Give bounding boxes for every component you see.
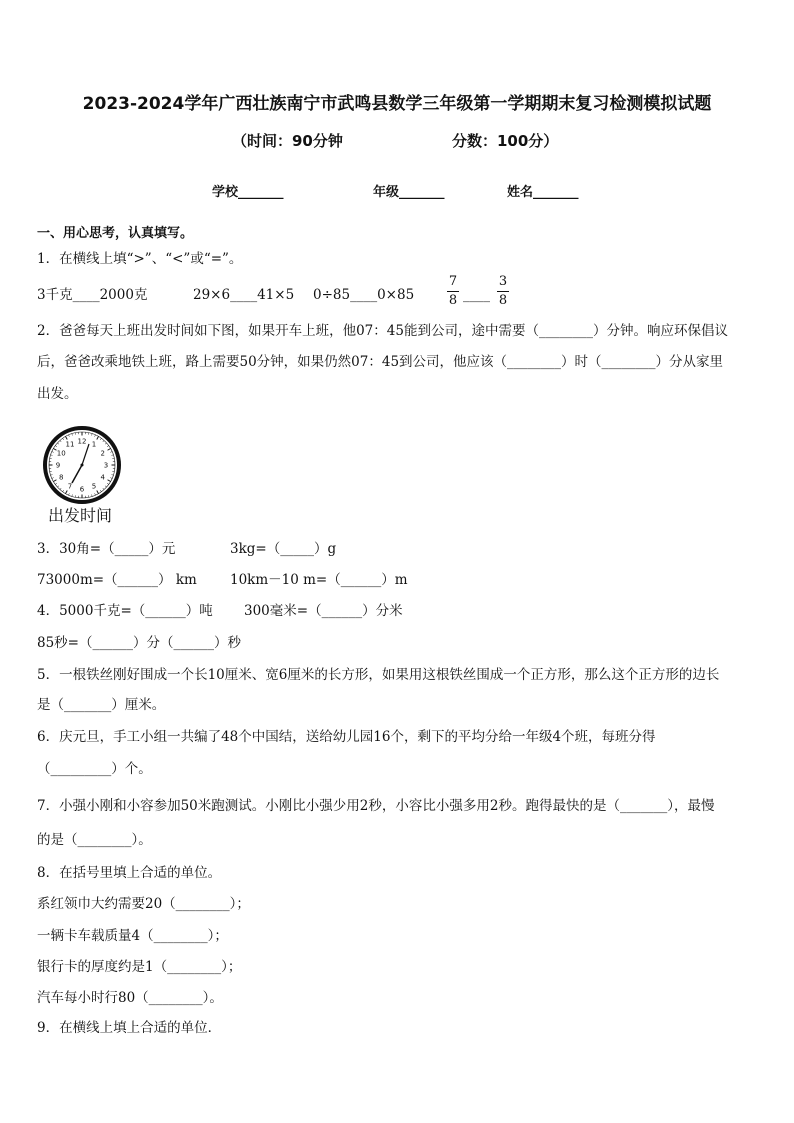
clock-icon xyxy=(42,425,122,505)
clock-numeral: 7 xyxy=(67,482,73,491)
q1-item-a[interactable]: 3千克____2000克 xyxy=(37,287,148,303)
q9-text: 9．在横线上填上合适的单位． xyxy=(37,1020,222,1036)
q5-line1: 5．一根铁丝刚好围成一个长10厘米、宽6厘米的长方形，如果用这根铁丝围成一个正方形，那么这个正方形的边长 xyxy=(37,667,720,683)
q1-item-c[interactable]: 0÷85____0×85 xyxy=(313,287,415,303)
clock-numeral: 5 xyxy=(91,482,97,491)
q5-line2[interactable]: 是（_______）厘米。 xyxy=(37,697,166,713)
clock-numeral: 8 xyxy=(58,473,64,482)
clock-numeral: 3 xyxy=(103,461,109,470)
q1-text: 1．在横线上填“>”、“<”或“=”。 xyxy=(37,251,243,267)
clock-numeral: 4 xyxy=(100,473,106,482)
clock-numeral: 2 xyxy=(100,449,106,458)
fraction-denominator: 8 xyxy=(498,293,508,308)
clock-caption: 出发时间 xyxy=(48,506,113,525)
exam-title: 2023-2024学年广西壮族南宁市武鸣县数学三年级第一学期期末复习检测模拟试题 xyxy=(82,94,712,114)
q4-line2[interactable]: 85秒=（______）分（______）秒 xyxy=(37,635,241,651)
q4-line1b[interactable]: 300毫米=（______）分米 xyxy=(244,603,403,619)
fraction-numerator: 7 xyxy=(448,274,458,289)
q6-line2[interactable]: （_________）个。 xyxy=(37,761,152,777)
fraction-numerator: 3 xyxy=(498,274,508,289)
q3-line2b[interactable]: 10km－10 m=（______）m xyxy=(230,572,408,588)
clock-numeral: 11 xyxy=(65,440,75,449)
q8-text: 8．在括号里填上合适的单位。 xyxy=(37,865,222,881)
q3-line1a[interactable]: 3．30角=（_____）元 xyxy=(37,541,176,557)
q2-line3: 出发。 xyxy=(37,386,78,402)
fraction-denominator: 8 xyxy=(448,293,458,308)
clock-numeral: 6 xyxy=(79,485,85,494)
exam-time: （时间：90分钟 xyxy=(232,132,343,150)
clock-numeral: 9 xyxy=(55,461,61,470)
q8-item-a[interactable]: 系红领巾大约需要20（________）； xyxy=(37,896,250,912)
q3-line2a[interactable]: 73000m=（______） km xyxy=(37,572,197,588)
q3-line1b[interactable]: 3kg=（_____）g xyxy=(230,541,337,557)
exam-score: 分数：100分） xyxy=(452,132,559,150)
q4-line1a[interactable]: 4．5000千克=（______）吨 xyxy=(37,603,213,619)
q8-item-c[interactable]: 银行卡的厚度约是1（________）； xyxy=(37,959,242,975)
name-field[interactable]: 姓名_______ xyxy=(507,185,579,200)
q7-line2[interactable]: 的是（________）。 xyxy=(37,832,152,848)
q2-line2: 后，爸爸改乘地铁上班，路上需要50分钟，如果仍然07：45到公司，他应该（________）时（________）分从家里 xyxy=(37,354,724,370)
clock-numeral: 12 xyxy=(77,437,87,446)
q8-item-d[interactable]: 汽车每小时行80（________）。 xyxy=(37,990,223,1006)
q1-fraction-left xyxy=(447,274,459,309)
clock-numeral: 1 xyxy=(91,440,97,449)
q2-line1: 2．爸爸每天上班出发时间如下图，如果开车上班，他07：45能到公司，途中需要（________）分钟。响应环保倡议 xyxy=(37,323,728,339)
q1-fraction-right xyxy=(497,274,509,309)
q7-line1[interactable]: 7．小强小刚和小容参加50米跑测试。小刚比小强少用2秒，小容比小强多用2秒。跑得最快的是（_______），最慢 xyxy=(37,798,715,814)
q6-line1: 6．庆元旦，手工小组一共编了48个中国结，送给幼儿园16个，剩下的平均分给一年级4个班，每班分得 xyxy=(37,729,656,745)
clock-numeral: 10 xyxy=(56,449,66,458)
grade-field[interactable]: 年级_______ xyxy=(373,185,445,200)
q8-item-b[interactable]: 一辆卡车载质量4（________）； xyxy=(37,928,228,944)
q1-fraction-blank[interactable]: ____ xyxy=(463,287,490,303)
q1-item-b[interactable]: 29×6____41×5 xyxy=(193,287,295,303)
section-heading: 一、用心思考，认真填写。 xyxy=(37,226,194,241)
school-field[interactable]: 学校_______ xyxy=(212,185,284,200)
